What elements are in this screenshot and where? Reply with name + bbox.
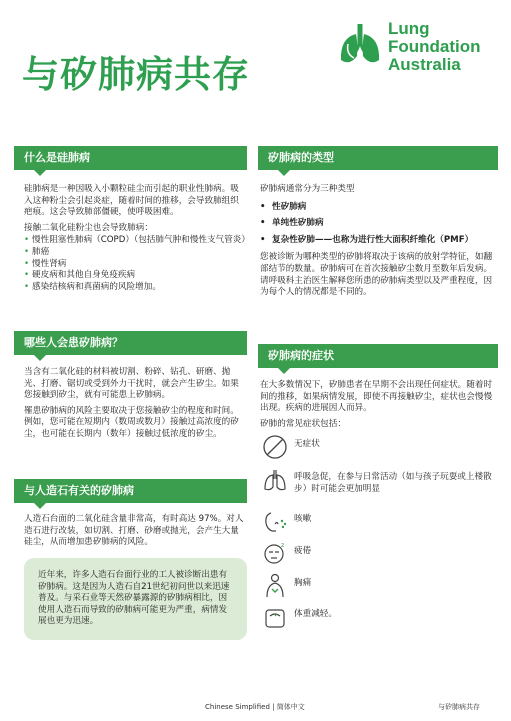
paragraph: 人造石台面的二氧化硅含量非常高，有时高达 97%。对人造石进行改装，如切割、打磨、砂磨或抛光，会产生大量硅尘，从而增加患矽肺病的风险。 (24, 514, 244, 548)
section-body-types (260, 184, 498, 303)
chest-pain-icon (262, 573, 288, 599)
no-symptom-icon (262, 434, 288, 460)
logo-line-2: Foundation (388, 37, 481, 56)
lung-leaf-icon (338, 20, 382, 70)
symptom-label: 胸痛 (294, 578, 312, 588)
logo-line-1: Lung (388, 19, 430, 38)
paragraph: 当含有二氧化硅的材料被切割、粉碎、钻孔、研磨、抛光、打磨、锯切或受到外力干扰时，就会产生矽尘。如果您接触到矽尘，就有可能患上矽肺病。 (24, 367, 239, 401)
cough-icon (262, 509, 288, 535)
list-item: • 单纯性矽肺病 (260, 218, 498, 230)
list-item: • 感染结核病和真菌病的风险增加。 (24, 282, 247, 294)
paragraph: 矽肺的常见症状包括： (260, 418, 346, 429)
section-heading-types: 矽肺病的类型 (258, 146, 498, 170)
symptom-label: 无症状 (294, 439, 320, 449)
weight-loss-icon (262, 604, 288, 630)
symptom-label: 呼吸急促，在参与日常活动（如与孩子玩耍或上楼散步）时可能会更加明显 (294, 472, 492, 494)
list-item: • 复杂性矽肺——也称为进行性大面积纤维化（PMF） (260, 235, 498, 247)
paragraph: 硅肺病是一种因吸入小颗粒硅尘而引起的职业性肺病。吸入这种粉尘会引起炎症，随着时间的推移，会导致肺组织疤痕。这会导致肺部僵硬，使呼吸困难。 (24, 184, 239, 218)
list-item: • 性矽肺病 (260, 202, 498, 214)
lungs-icon (262, 467, 288, 493)
callout-box: 近年来，许多人造石台面行业的工人被诊断出患有矽肺病。这是因为人造石自21世纪初问世以来迅速普及。与采石业等天然矽暴露源的矽肺病相比，因使用人造石而导致的矽肺病可能更为严重，病情发展也更为迅速。 (24, 558, 247, 640)
section-body-what-is (24, 184, 250, 293)
section-body-symptoms (260, 380, 498, 434)
page-title: 与矽肺病共存 (22, 53, 250, 96)
section-body-who (24, 367, 247, 445)
symptom-item (262, 434, 502, 468)
list-item: • 肺癌 (24, 247, 247, 259)
section-heading-who: 哪些人会患矽肺病？ (14, 331, 247, 355)
disease-list (24, 235, 250, 293)
logo (338, 14, 498, 78)
paragraph: 接触二氧化硅粉尘也会导致肺病： (24, 222, 153, 233)
list-item: • 慢性阻塞性肺病（COPD）（包括肺气肿和慢性支气管炎） (24, 235, 247, 247)
symptom-label: 体重减轻。 (294, 609, 337, 619)
footer-doc-title: 与矽肺病共存 (438, 703, 480, 711)
symptom-item (262, 467, 502, 501)
logo-line-3: Australia (388, 55, 461, 74)
types-list (260, 202, 498, 247)
paragraph: 在大多数情况下，矽肺患者在早期不会出现任何症状。随着时间的推移，如果病情发展，即使不再接触矽尘，症状也会慢慢出现。疾病的进展因人而异。 (260, 380, 493, 414)
symptom-item (262, 573, 502, 607)
section-heading-symptoms: 矽肺病的症状 (258, 344, 498, 368)
list-item: • 慢性肾病 (24, 259, 247, 271)
list-item: • 硬皮病和其他自身免疫疾病 (24, 270, 247, 282)
section-body-engineered-stone (24, 514, 247, 553)
paragraph: 您被诊断为哪种类型的矽肺将取决于该病的放射学特征，如翻部结节的数量。矽肺病可在首次接触矽尘数月至数年后发病。请呼吸科主治医生解释您所患的矽肺病类型以及严重程度，因为每个人的情况都是不同的。 (260, 252, 493, 298)
symptom-label: 咳嗽 (294, 514, 312, 524)
symptom-item (262, 509, 502, 543)
paragraph: 罹患矽肺病的风险主要取决于您接触矽尘的程度和时间。例如，您可能在短期内（数周或数月）接触过高浓度的矽尘，也可能在长期内（数年）接触过低浓度的矽尘。 (24, 405, 239, 439)
footer-language: Chinese Simplified | 简体中文 (205, 703, 305, 711)
symptom-label: 疲倦 (294, 546, 312, 556)
fatigue-icon (262, 541, 288, 567)
symptom-item (262, 541, 502, 575)
section-heading-what-is: 什么是硅肺病 (14, 146, 247, 170)
symptom-item (262, 604, 502, 638)
svg-text:z: z (281, 542, 285, 549)
section-heading-engineered-stone: 与人造石有关的矽肺病 (14, 479, 247, 503)
paragraph: 矽肺病通常分为三种类型 (260, 184, 355, 194)
